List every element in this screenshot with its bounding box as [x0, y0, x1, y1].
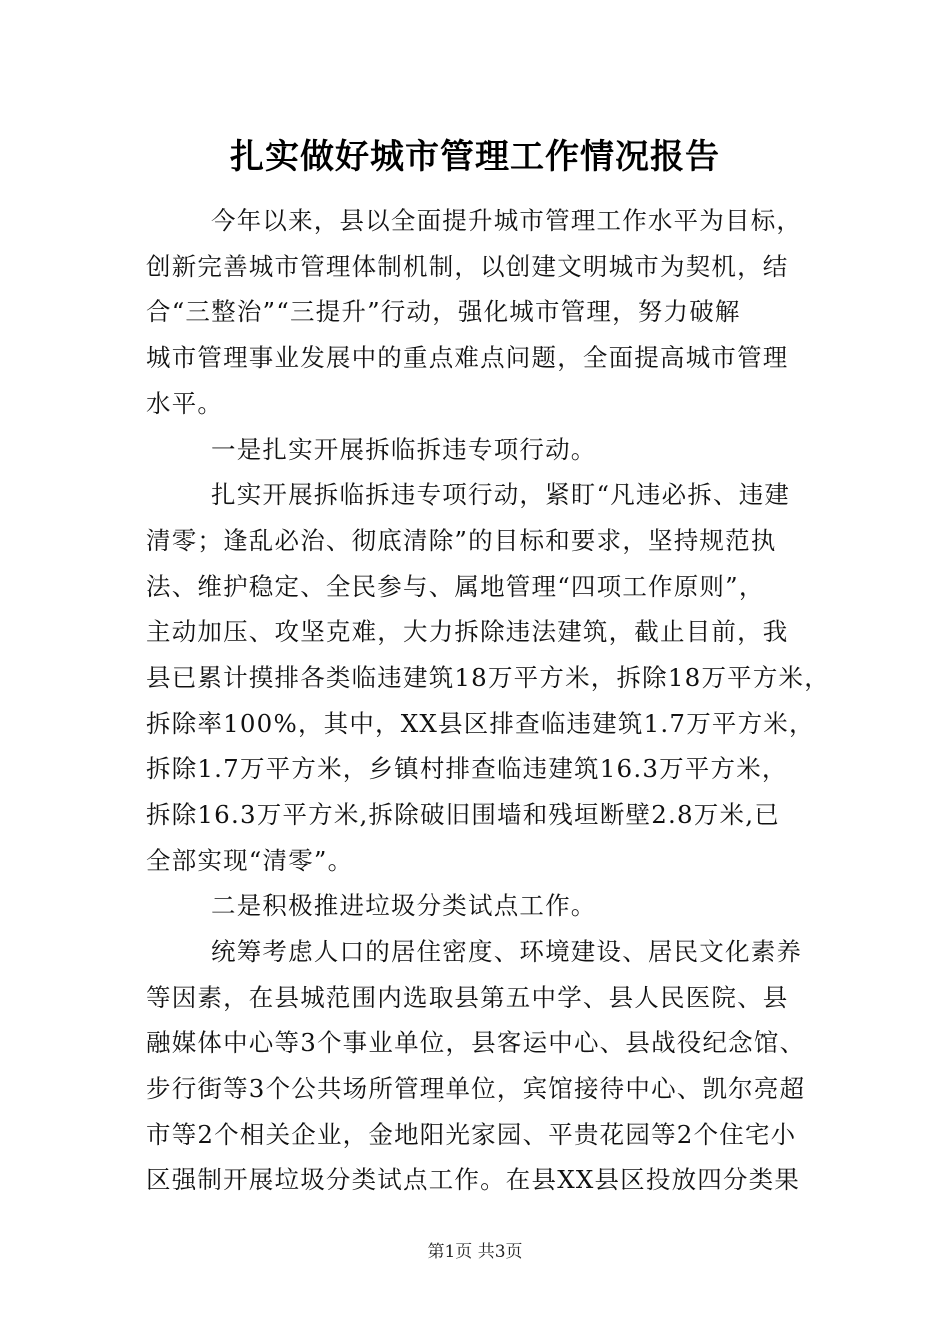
document-title: 扎实做好城市管理工作情况报告: [230, 137, 720, 177]
paragraph-line: 统筹考虑人口的居住密度、环境建设、居民文化素养: [211, 937, 803, 966]
paragraph-line: 创新完善城市管理体制机制，以创建文明城市为契机，结: [146, 252, 789, 281]
paragraph-line: 扎实开展拆临拆违专项行动，紧盯“凡违必拆、违建: [211, 480, 791, 509]
paragraph-line: 主动加压、攻坚克难，大力拆除违法建筑，截止目前，我: [146, 617, 789, 646]
section-heading: 二是积极推进垃圾分类试点工作。: [211, 891, 597, 920]
page-number-footer: 第1页 共3页: [427, 1242, 523, 1262]
paragraph-line: 县已累计摸排各类临违建筑18万平方米，拆除18万平方米，: [146, 663, 830, 692]
paragraph-line: 拆除率100%，其中，XX县区排查临违建筑1.7万平方米，: [146, 709, 815, 738]
paragraph-line: 清零；逢乱必治、彻底清除”的目标和要求，坚持规范执: [146, 526, 777, 555]
paragraph-line: 步行街等3个公共场所管理单位，宾馆接待中心、凯尔亮超: [146, 1074, 806, 1103]
paragraph-line: 融媒体中心等3个事业单位，县客运中心、县战役纪念馆、: [146, 1028, 806, 1057]
paragraph-line: 城市管理事业发展中的重点难点问题，全面提高城市管理: [146, 343, 789, 372]
paragraph-line: 法、维护稳定、全民参与、属地管理“四项工作原则”，: [146, 572, 765, 601]
paragraph-line: 拆除16.3万平方米,拆除破旧围墙和残垣断壁2.8万米,已: [146, 800, 780, 829]
paragraph-line: 水平。: [146, 389, 224, 418]
paragraph-line: 等因素，在县城范围内选取县第五中学、县人民医院、县: [146, 983, 789, 1012]
paragraph-line: 今年以来，县以全面提升城市管理工作水平为目标，: [211, 206, 803, 235]
section-heading: 一是扎实开展拆临拆违专项行动。: [211, 435, 597, 464]
paragraph-line: 拆除1.7万平方米，乡镇村排查临违建筑16.3万平方米，: [146, 754, 788, 783]
paragraph-line: 区强制开展垃圾分类试点工作。在县XX县区投放四分类果: [146, 1165, 801, 1194]
paragraph-line: 全部实现“清零”。: [146, 846, 354, 875]
paragraph-line: 市等2个相关企业，金地阳光家园、平贵花园等2个住宅小: [146, 1120, 797, 1149]
paragraph-line: 合“三整治”“三提升”行动，强化城市管理，努力破解: [146, 297, 741, 326]
